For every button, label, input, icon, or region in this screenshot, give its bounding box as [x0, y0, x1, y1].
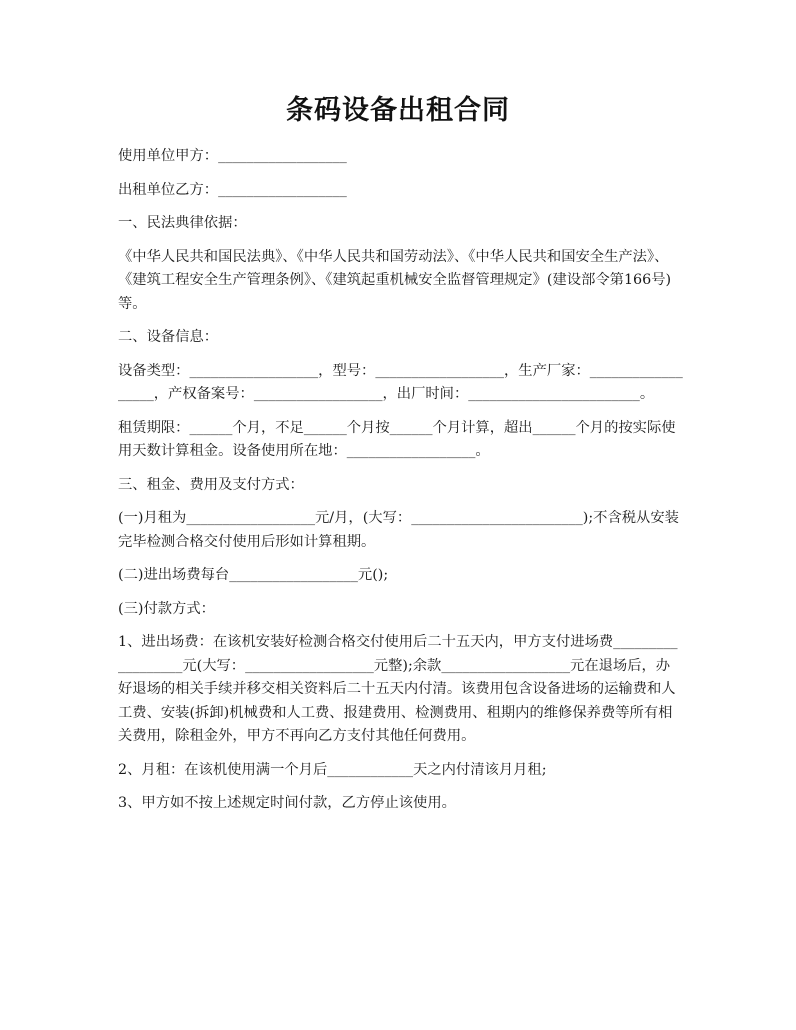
equipment-info-paragraph: 设备类型：__________________，型号：__________________，生产厂家：__________________，产权备案号：__________________，出厂时间：________________________。	[118, 362, 683, 402]
payment-method-heading: (三)付款方式：	[118, 600, 215, 617]
party-b-line: 出租单位乙方：__________________	[118, 181, 347, 198]
document-title: 条码设备出租合同	[286, 95, 510, 126]
section-2-heading: 二、设备信息：	[118, 329, 219, 345]
party-a-line: 使用单位甲方：__________________	[118, 148, 347, 164]
lease-term-paragraph: 租赁期限：______个月，不足______个月按______个月计算，超出______个月的按实际使用天数计算租金。设备使用所在地：__________________。	[118, 419, 676, 459]
payment-clause-1: 1、进出场费：在该机安装好检测合格交付使用后二十五天内，甲方支付进场费__________________元(大写：__________________元整);余款__________________元在退场后，办好退场的相关手续并移交相关资料后二十五天内付清。该费用包含设备进场的运输费和人工费、安装(拆卸)机械费和人工费、报建费用、检测费用、租期内的维修保养费等所有相关费用，除租金外，甲方不再向乙方支付其他任何费用。	[118, 634, 678, 744]
legal-basis-paragraph: 《中华人民共和国民法典》、《中华人民共和国劳动法》、《中华人民共和国安全生产法》、《建筑工程安全生产管理条例》、《建筑起重机械安全监督管理规定》(建设部令第166号)等。	[118, 248, 672, 312]
payment-clause-3: 3、甲方如不按上述规定时间付款，乙方停止该使用。	[118, 795, 456, 811]
section-3-heading: 三、租金、费用及支付方式：	[118, 476, 304, 493]
document-body	[118, 145, 684, 816]
payment-clause-2: 2、月租：在该机使用满一个月后____________天之内付清该月月租;	[118, 761, 547, 778]
monthly-rent-paragraph: (一)月租为__________________元/月，(大写：________________________);不含税从安装完毕检测合格交付使用后形如计算租期。	[118, 510, 679, 550]
section-1-heading: 一、民法典律依据：	[118, 215, 247, 231]
entry-exit-fee-paragraph: (二)进出场费每台__________________元();	[118, 567, 389, 583]
